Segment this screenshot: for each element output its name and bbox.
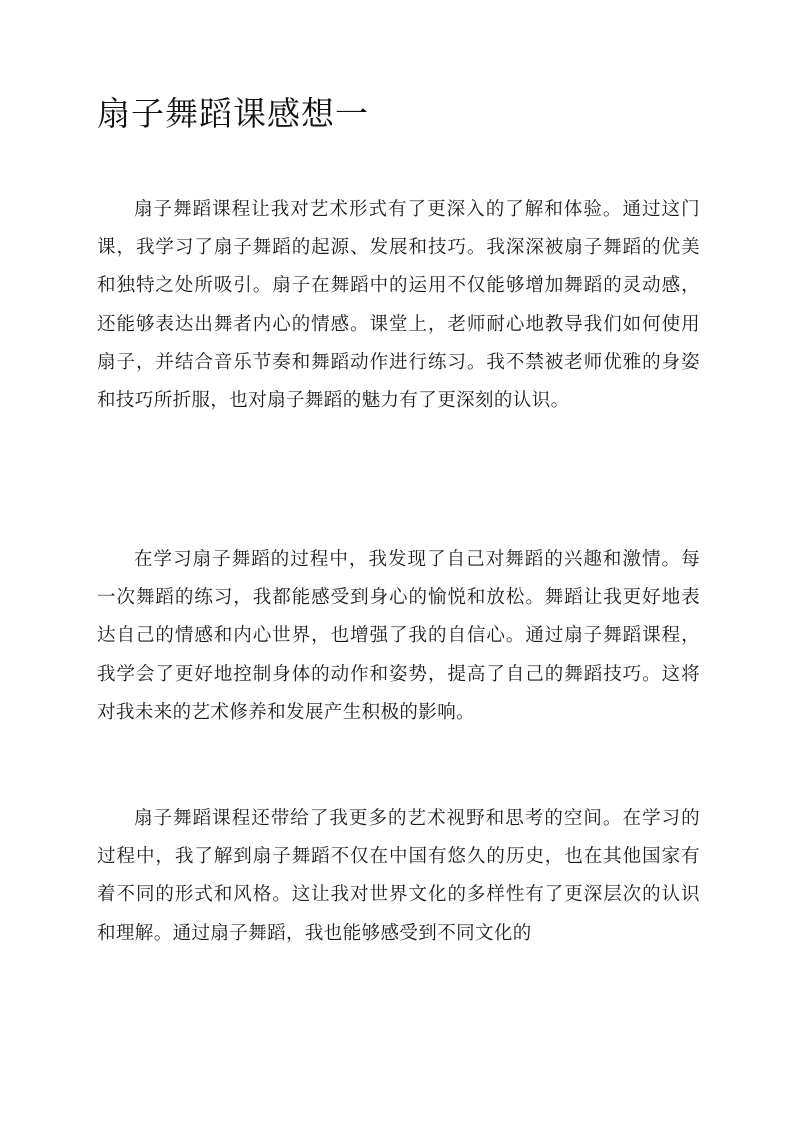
document-title: 扇子舞蹈课感想一 — [97, 94, 369, 133]
paragraph-1: 扇子舞蹈课程让我对艺术形式有了更深入的了解和体验。通过这门课，我学习了扇子舞蹈的起源、发展和技巧。我深深被扇子舞蹈的优美和独特之处所吸引。扇子在舞蹈中的运用不仅能够增加舞蹈的灵动感，还能够表达出舞者内心的情感。课堂上，老师耐心地教导我们如何使用扇子，并结合音乐节奏和舞蹈动作进行练习。我不禁被老师优雅的身姿和技巧所折服，也对扇子舞蹈的魅力有了更深刻的认识。 — [97, 199, 700, 412]
paragraph-2: 在学习扇子舞蹈的过程中，我发现了自己对舞蹈的兴趣和激情。每一次舞蹈的练习，我都能感受到身心的愉悦和放松。舞蹈让我更好地表达自己的情感和内心世界，也增强了我的自信心。通过扇子舞蹈课程，我学会了更好地控制身体的动作和姿势，提高了自己的舞蹈技巧。这将对我未来的艺术修养和发展产生积极的影响。 — [97, 549, 700, 723]
paragraph-3: 扇子舞蹈课程还带给了我更多的艺术视野和思考的空间。在学习的过程中，我了解到扇子舞蹈不仅在中国有悠久的历史，也在其他国家有着不同的形式和风格。这让我对世界文化的多样性有了更深层次的认识和理解。通过扇子舞蹈，我也能够感受到不同文化的 — [97, 808, 700, 944]
